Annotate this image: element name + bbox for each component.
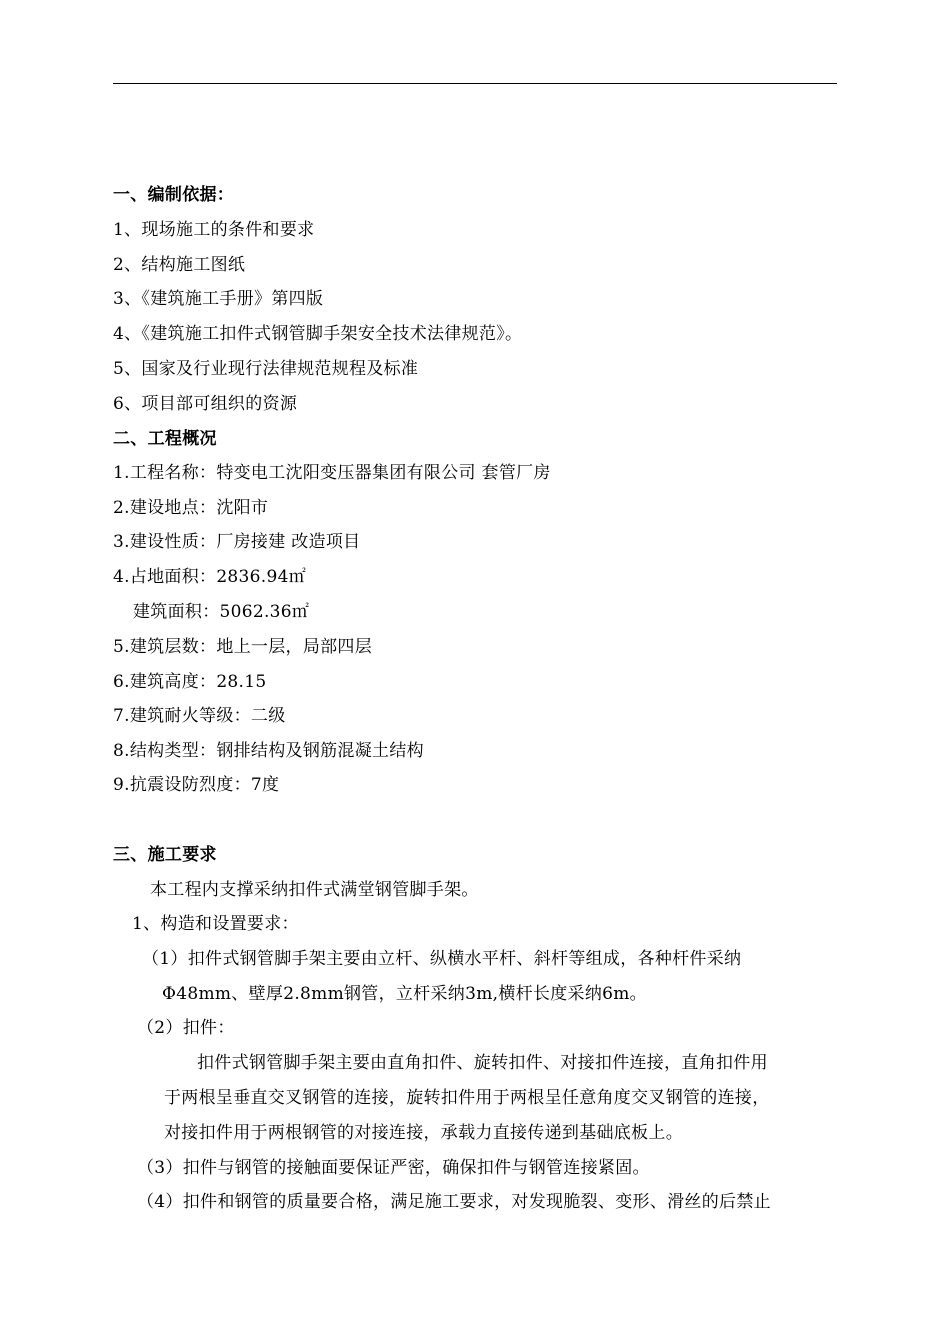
paragraph: （3）扣件与钢管的接触面要保证严密，确保扣件与钢管连接紧固。 <box>137 1158 650 1178</box>
list-item: 5.建筑层数：地上一层，局部四层 <box>113 637 373 657</box>
list-item: 7.建筑耐火等级：二级 <box>113 706 286 726</box>
list-item: 2.建设地点：沈阳市 <box>113 498 269 518</box>
list-item: 1、现场施工的条件和要求 <box>113 220 315 240</box>
paragraph-line: 于两根呈垂直交叉钢管的连接，旋转扣件用于两根呈任意角度交叉钢管的连接， <box>164 1088 770 1108</box>
list-item: 6、项目部可组织的资源 <box>113 394 298 414</box>
subheading: 1、构造和设置要求： <box>132 914 299 934</box>
paragraph-line: 对接扣件用于两根钢管的对接连接，承载力直接传递到基础底板上。 <box>164 1123 683 1143</box>
list-item: 1.工程名称：特变电工沈阳变压器集团有限公司 套管厂房 <box>113 463 551 483</box>
list-item: 建筑面积：5062.36㎡ <box>133 602 310 622</box>
header-rule <box>113 83 837 84</box>
list-item: 6.建筑高度：28.15 <box>113 672 267 692</box>
list-item: 2、结构施工图纸 <box>113 255 246 275</box>
list-item: 5、国家及行业现行法律规范规程及标准 <box>113 359 419 379</box>
paragraph: （4）扣件和钢管的质量要合格，满足施工要求，对发现脆裂、变形、滑丝的后禁止 <box>137 1192 771 1212</box>
list-item: 4、《建筑施工扣件式钢管脚手架安全技术法律规范》。 <box>113 324 523 344</box>
list-item: 3、《建筑施工手册》第四版 <box>113 289 324 309</box>
paragraph-line: 扣件式钢管脚手架主要由直角扣件、旋转扣件、对接扣件连接，直角扣件用 <box>197 1053 768 1073</box>
section1-heading: 一、编制依据： <box>113 185 235 205</box>
subheading: （2）扣件： <box>137 1018 235 1038</box>
list-item: 8.结构类型：钢排结构及钢筋混凝土结构 <box>113 741 424 761</box>
list-item: 4.占地面积：2836.94㎡ <box>113 567 307 587</box>
paragraph: 本工程内支撑采纳扣件式满堂钢管脚手架。 <box>150 880 479 900</box>
paragraph-line: （1）扣件式钢管脚手架主要由立杆、纵横水平杆、斜杆等组成，各种杆件采纳 <box>142 949 742 969</box>
list-item: 9.抗震设防烈度：7度 <box>113 775 280 795</box>
section2-heading: 二、工程概况 <box>113 429 217 449</box>
paragraph-line: Φ48mm、壁厚2.8mm钢管，立杆采纳3m,横杆长度采纳6m。 <box>162 984 647 1004</box>
section3-heading: 三、施工要求 <box>113 845 217 865</box>
list-item: 3.建设性质：厂房接建 改造项目 <box>113 532 361 552</box>
